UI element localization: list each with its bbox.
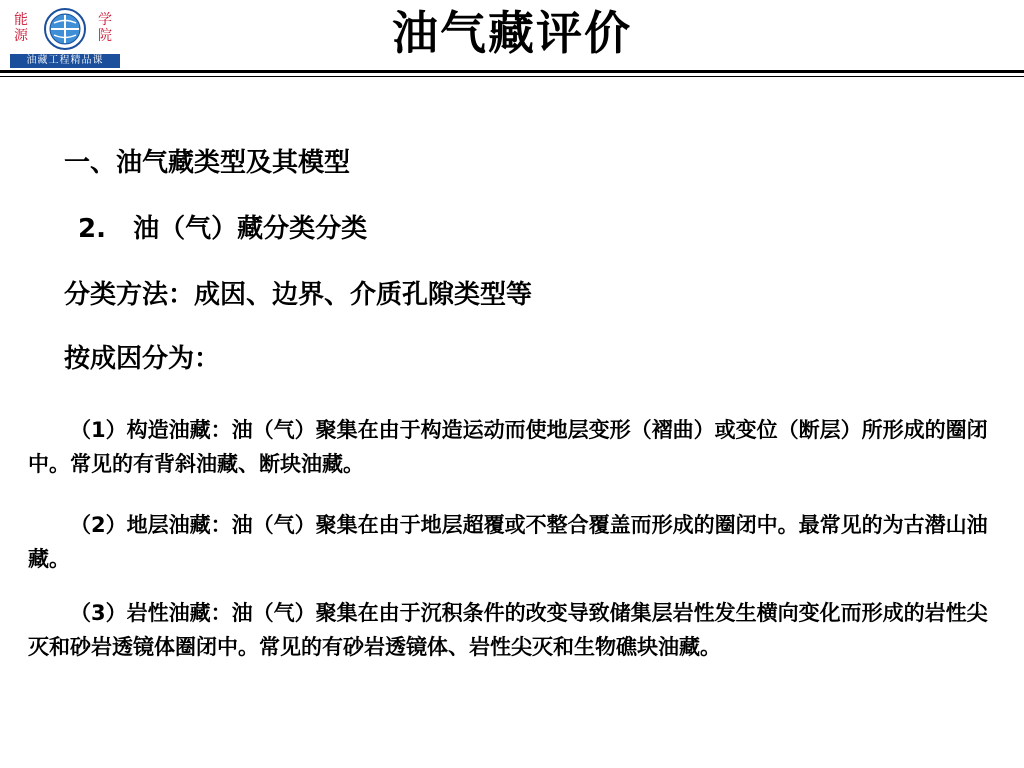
sub-heading: 2. 油（气）藏分类分类 (78, 214, 368, 244)
logo-right-chars: 学 院 (98, 12, 112, 44)
paragraph-text: （3）岩性油藏：油（气）聚集在由于沉积条件的改变导致储集层岩性发生横向变化而形成的岩性尖灭和砂岩透镜体圈闭中。常见的有砂岩透镜体、岩性尖灭和生物礁块油藏。 (28, 601, 988, 659)
paragraph-text: （2）地层油藏：油（气）聚集在由于地层超覆或不整合覆盖而形成的圈闭中。最常见的为古潜山油藏。 (28, 513, 988, 571)
title-divider-thin (0, 76, 1024, 77)
classification-methods: 分类方法：成因、边界、介质孔隙类型等 (64, 280, 533, 310)
by-origin-heading: 按成因分为： (64, 344, 221, 374)
logo-banner: 油藏工程精品课 (10, 54, 120, 68)
slide-title: 油气藏评价 (392, 6, 632, 60)
title-divider (0, 70, 1024, 73)
paragraph-lithologic-reservoir (28, 596, 994, 664)
paragraph-stratigraphic-reservoir (28, 508, 994, 576)
paragraph-text: （1）构造油藏：油（气）聚集在由于构造运动而使地层变形（褶曲）或变位（断层）所形成的圈闭中。常见的有背斜油藏、断块油藏。 (28, 418, 988, 476)
paragraph-structural-reservoir (28, 413, 994, 481)
section-heading: 一、油气藏类型及其模型 (64, 148, 351, 178)
logo-left-chars: 能 源 (14, 12, 28, 44)
